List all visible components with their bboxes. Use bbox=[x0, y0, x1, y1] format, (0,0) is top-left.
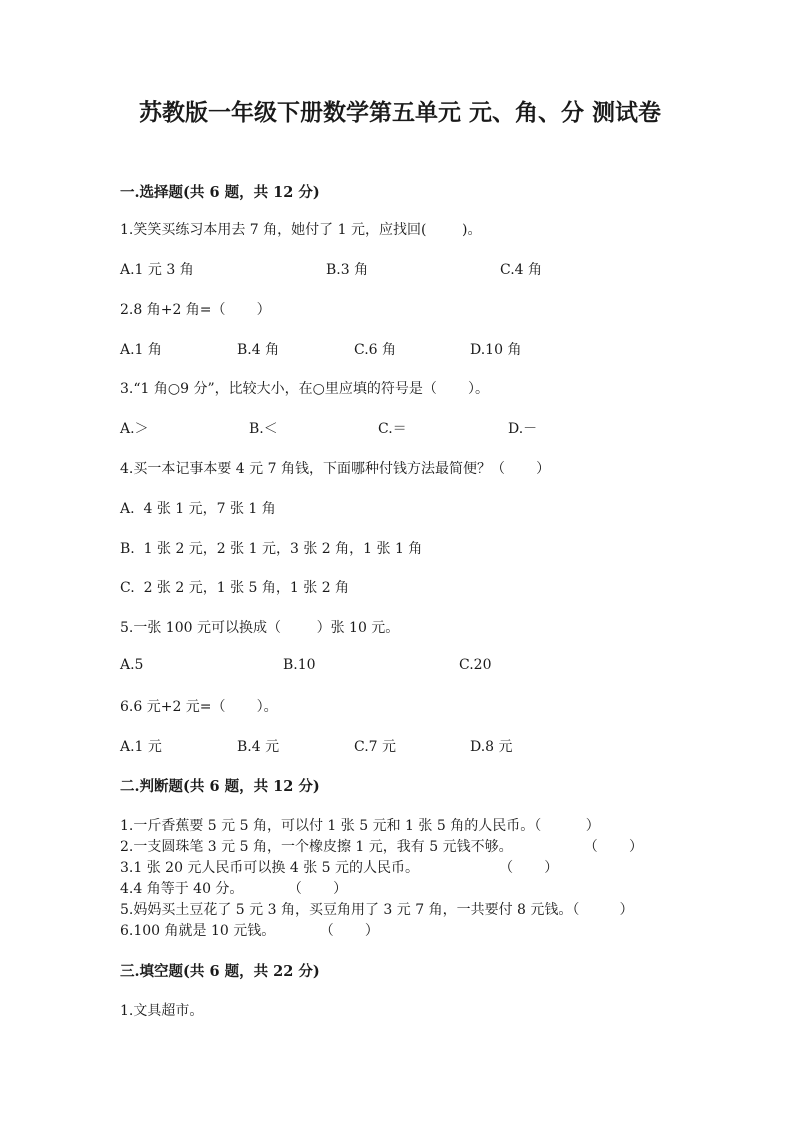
judgement-item: 6.100 角就是 10 元钱。 （ ） bbox=[120, 923, 379, 939]
question-stem: 6.6 元+2 元=（ ）。 bbox=[120, 699, 278, 715]
section-heading-judgement: 二.判断题(共 6 题，共 12 分) bbox=[120, 778, 320, 795]
question-option: C.4 角 bbox=[500, 262, 543, 278]
section-heading-fill-blank: 三.填空题(共 6 题，共 22 分) bbox=[120, 963, 320, 980]
question-option: C.20 bbox=[459, 657, 492, 673]
page-title: 苏教版一年级下册数学第五单元 元、角、分 测试卷 bbox=[138, 99, 661, 126]
question-stem: 2.8 角+2 角=（ ） bbox=[120, 302, 271, 318]
question-option: A.1 元 3 角 bbox=[120, 262, 194, 278]
fill-blank-item: 1.文具超市。 bbox=[120, 1003, 204, 1019]
question-option: A.＞ bbox=[120, 421, 149, 437]
question-option: C.7 元 bbox=[354, 739, 397, 755]
question-option: B.3 角 bbox=[326, 262, 369, 278]
question-option: A.5 bbox=[120, 657, 144, 673]
question-option: B.4 角 bbox=[237, 342, 280, 358]
judgement-item: 2.一支圆珠笔 3 元 5 角，一个橡皮擦 1 元，我有 5 元钱不够。 （ ） bbox=[120, 839, 643, 855]
section-heading-choice: 一.选择题(共 6 题，共 12 分) bbox=[120, 184, 320, 201]
question-option: C.＝ bbox=[378, 421, 407, 437]
question-stem: 4.买一本记事本要 4 元 7 角钱，下面哪种付钱方法最简便？（ ） bbox=[120, 461, 551, 477]
question-option: A.1 元 bbox=[120, 739, 162, 755]
question-stem: 5.一张 100 元可以换成（ ）张 10 元。 bbox=[120, 620, 400, 636]
question-option: B. 1 张 2 元，2 张 1 元，3 张 2 角，1 张 1 角 bbox=[120, 541, 423, 557]
judgement-item: 3.1 张 20 元人民币可以换 4 张 5 元的人民币。 （ ） bbox=[120, 860, 559, 876]
judgement-item: 1.一斤香蕉要 5 元 5 角，可以付 1 张 5 元和 1 张 5 角的人民币。（ ） bbox=[120, 818, 600, 834]
question-stem: 1.笑笑买练习本用去 7 角，她付了 1 元，应找回( )。 bbox=[120, 222, 482, 238]
question-option: B.＜ bbox=[249, 421, 278, 437]
question-stem: 3.“1 角○9 分”，比较大小，在○里应填的符号是（ ）。 bbox=[120, 381, 489, 397]
question-option: A.1 角 bbox=[120, 342, 162, 358]
question-option: D.－ bbox=[508, 421, 538, 437]
question-option: A. 4 张 1 元，7 张 1 角 bbox=[120, 501, 276, 517]
question-option: B.10 bbox=[283, 657, 316, 673]
judgement-item: 4.4 角等于 40 分。 （ ） bbox=[120, 881, 348, 897]
question-option: C.6 角 bbox=[354, 342, 397, 358]
question-option: D.10 角 bbox=[470, 342, 522, 358]
question-option: B.4 元 bbox=[237, 739, 280, 755]
question-option: C. 2 张 2 元，1 张 5 角，1 张 2 角 bbox=[120, 580, 350, 596]
judgement-item: 5.妈妈买土豆花了 5 元 3 角，买豆角用了 3 元 7 角，一共要付 8 元钱。（ ） bbox=[120, 902, 634, 918]
question-option: D.8 元 bbox=[470, 739, 513, 755]
